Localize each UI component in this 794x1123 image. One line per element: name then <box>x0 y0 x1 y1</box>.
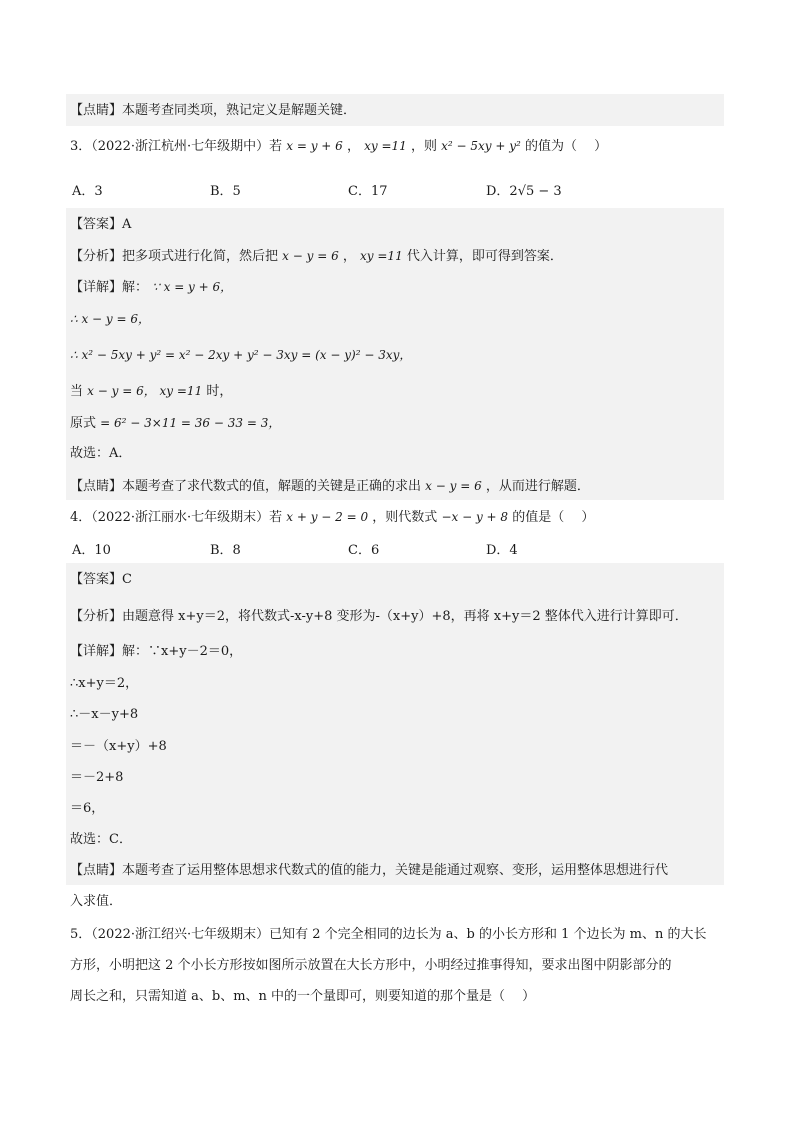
q3-expression: x² − 5xy + y² <box>441 139 521 153</box>
q3-step-3-expression: x − y = 6， xy =11 <box>87 384 203 398</box>
q5-stem-line-2: 方形，小明把这 2 个小长方形按如图所示放置在大长方形中，小明经过推事得知，要求出图中阴影部分的 <box>70 958 672 973</box>
q3-condition-1: x = y + 6 <box>286 139 343 153</box>
q3-comment-text-b: ，从而进行解题． <box>485 479 590 494</box>
q3-stem-text: 3．（2022·浙江杭州·七年级期中）若 <box>70 139 283 154</box>
q4-stem-text: 4．（2022·浙江丽水·七年级期末）若 <box>70 510 283 525</box>
q4-comment-line-1: 【点睛】本题考查了运用整体思想求代数式的值的能力，关键是能通过观察、变形，运用整体思想进行代 <box>70 863 669 878</box>
q3-detail-label: 【详解】解： <box>70 280 149 295</box>
q4-mid-text: ，则代数式 <box>372 510 438 525</box>
q3-analysis-text-b: 代入计算，即可得到答案． <box>406 249 563 264</box>
q4-choice: 故选：C． <box>70 832 132 847</box>
q4-option-d: D．4 <box>486 543 518 558</box>
q3-step-3-text-a: 当 <box>70 384 84 399</box>
q4-tail-text: 的值是（ ） <box>512 510 595 525</box>
q4-analysis: 【分析】由题意得 x+y＝2，将代数式-x-y+8 变形为-（x+y）+8，再将 x+y＝2 整体代入进行计算即可． <box>70 609 688 624</box>
q4-option-c: C．6 <box>348 543 380 558</box>
q4-step-3: ＝－（x+y）+8 <box>70 739 167 754</box>
q2-comment: 【点睛】本题考查同类项，熟记定义是解题关键． <box>70 103 357 118</box>
q3-step-3-text-b: 时， <box>206 384 233 399</box>
q4-condition: x + y − 2 = 0 <box>286 510 369 524</box>
q4-expression: −x − y + 8 <box>441 510 509 524</box>
q3-step-4-text: 原式 <box>70 416 97 431</box>
q3-answer: 【答案】A <box>70 217 132 232</box>
q3-option-d: D．2√5 − 3 <box>486 184 562 199</box>
q4-stem <box>70 508 594 527</box>
q4-option-b: B．8 <box>210 543 241 558</box>
q4-answer: 【答案】C <box>70 572 132 587</box>
q3-comment-expression: x − y = 6 <box>425 479 482 493</box>
q3-analysis-text-a: 【分析】把多项式进行化简，然后把 <box>70 249 279 264</box>
q4-step-1: ∴x+y＝2， <box>70 676 139 691</box>
q3-comment <box>70 477 590 496</box>
q3-separator: ， <box>346 139 360 154</box>
q4-option-a: A．10 <box>72 543 111 558</box>
q3-comment-text-a: 【点睛】本题考查了求代数式的值，解题的关键是正确的求出 <box>70 479 422 494</box>
q3-detail <box>70 278 232 297</box>
q3-step-4 <box>70 414 280 433</box>
q3-analysis-expression: x − y = 6 <box>282 249 339 263</box>
q3-tail-text: 的值为（ ） <box>524 139 608 154</box>
q3-step-2: ∴ x² − 5xy + y² = x² − 2xy + y² − 3xy = (x − y)² − 3xy， <box>70 348 412 362</box>
q3-analysis <box>70 247 563 266</box>
q3-step-4-expression: = 6² − 3×11 = 36 − 33 = 3， <box>100 416 281 430</box>
q4-comment-line-2: 入求值． <box>70 894 123 909</box>
q4-step-2: ∴－x－y+8 <box>70 707 139 722</box>
q4-step-5: ＝6， <box>70 801 105 816</box>
q3-choice: 故选：A． <box>70 446 132 461</box>
q3-option-c: C．17 <box>348 184 388 199</box>
q3-option-b: B．5 <box>210 184 241 199</box>
q4-detail: 【详解】解：∵x+y－2＝0， <box>70 644 243 659</box>
q3-mid-text: ，则 <box>410 139 437 154</box>
q5-stem-line-3: 周长之和，只需知道 a、b、m、n 中的一个量即可，则要知道的那个量是（ ） <box>70 989 536 1004</box>
q3-step-3 <box>70 382 232 401</box>
q3-step-1: ∴ x − y = 6， <box>70 312 150 326</box>
q3-condition-2: xy =11 <box>364 139 407 153</box>
q3-stem <box>70 137 607 156</box>
q5-stem-line-1: 5．（2022·浙江绍兴·七年级期末）已知有 2 个完全相同的边长为 a、b 的小长方形和 1 个边长为 m、n 的大长 <box>70 927 707 942</box>
q3-option-a: A．3 <box>72 184 103 199</box>
q3-detail-expression: ∵ x = y + 6， <box>152 280 233 294</box>
q4-step-4: ＝－2+8 <box>70 770 124 785</box>
q3-analysis-condition: xy =11 <box>360 249 403 263</box>
q3-analysis-separator: ， <box>342 249 356 264</box>
